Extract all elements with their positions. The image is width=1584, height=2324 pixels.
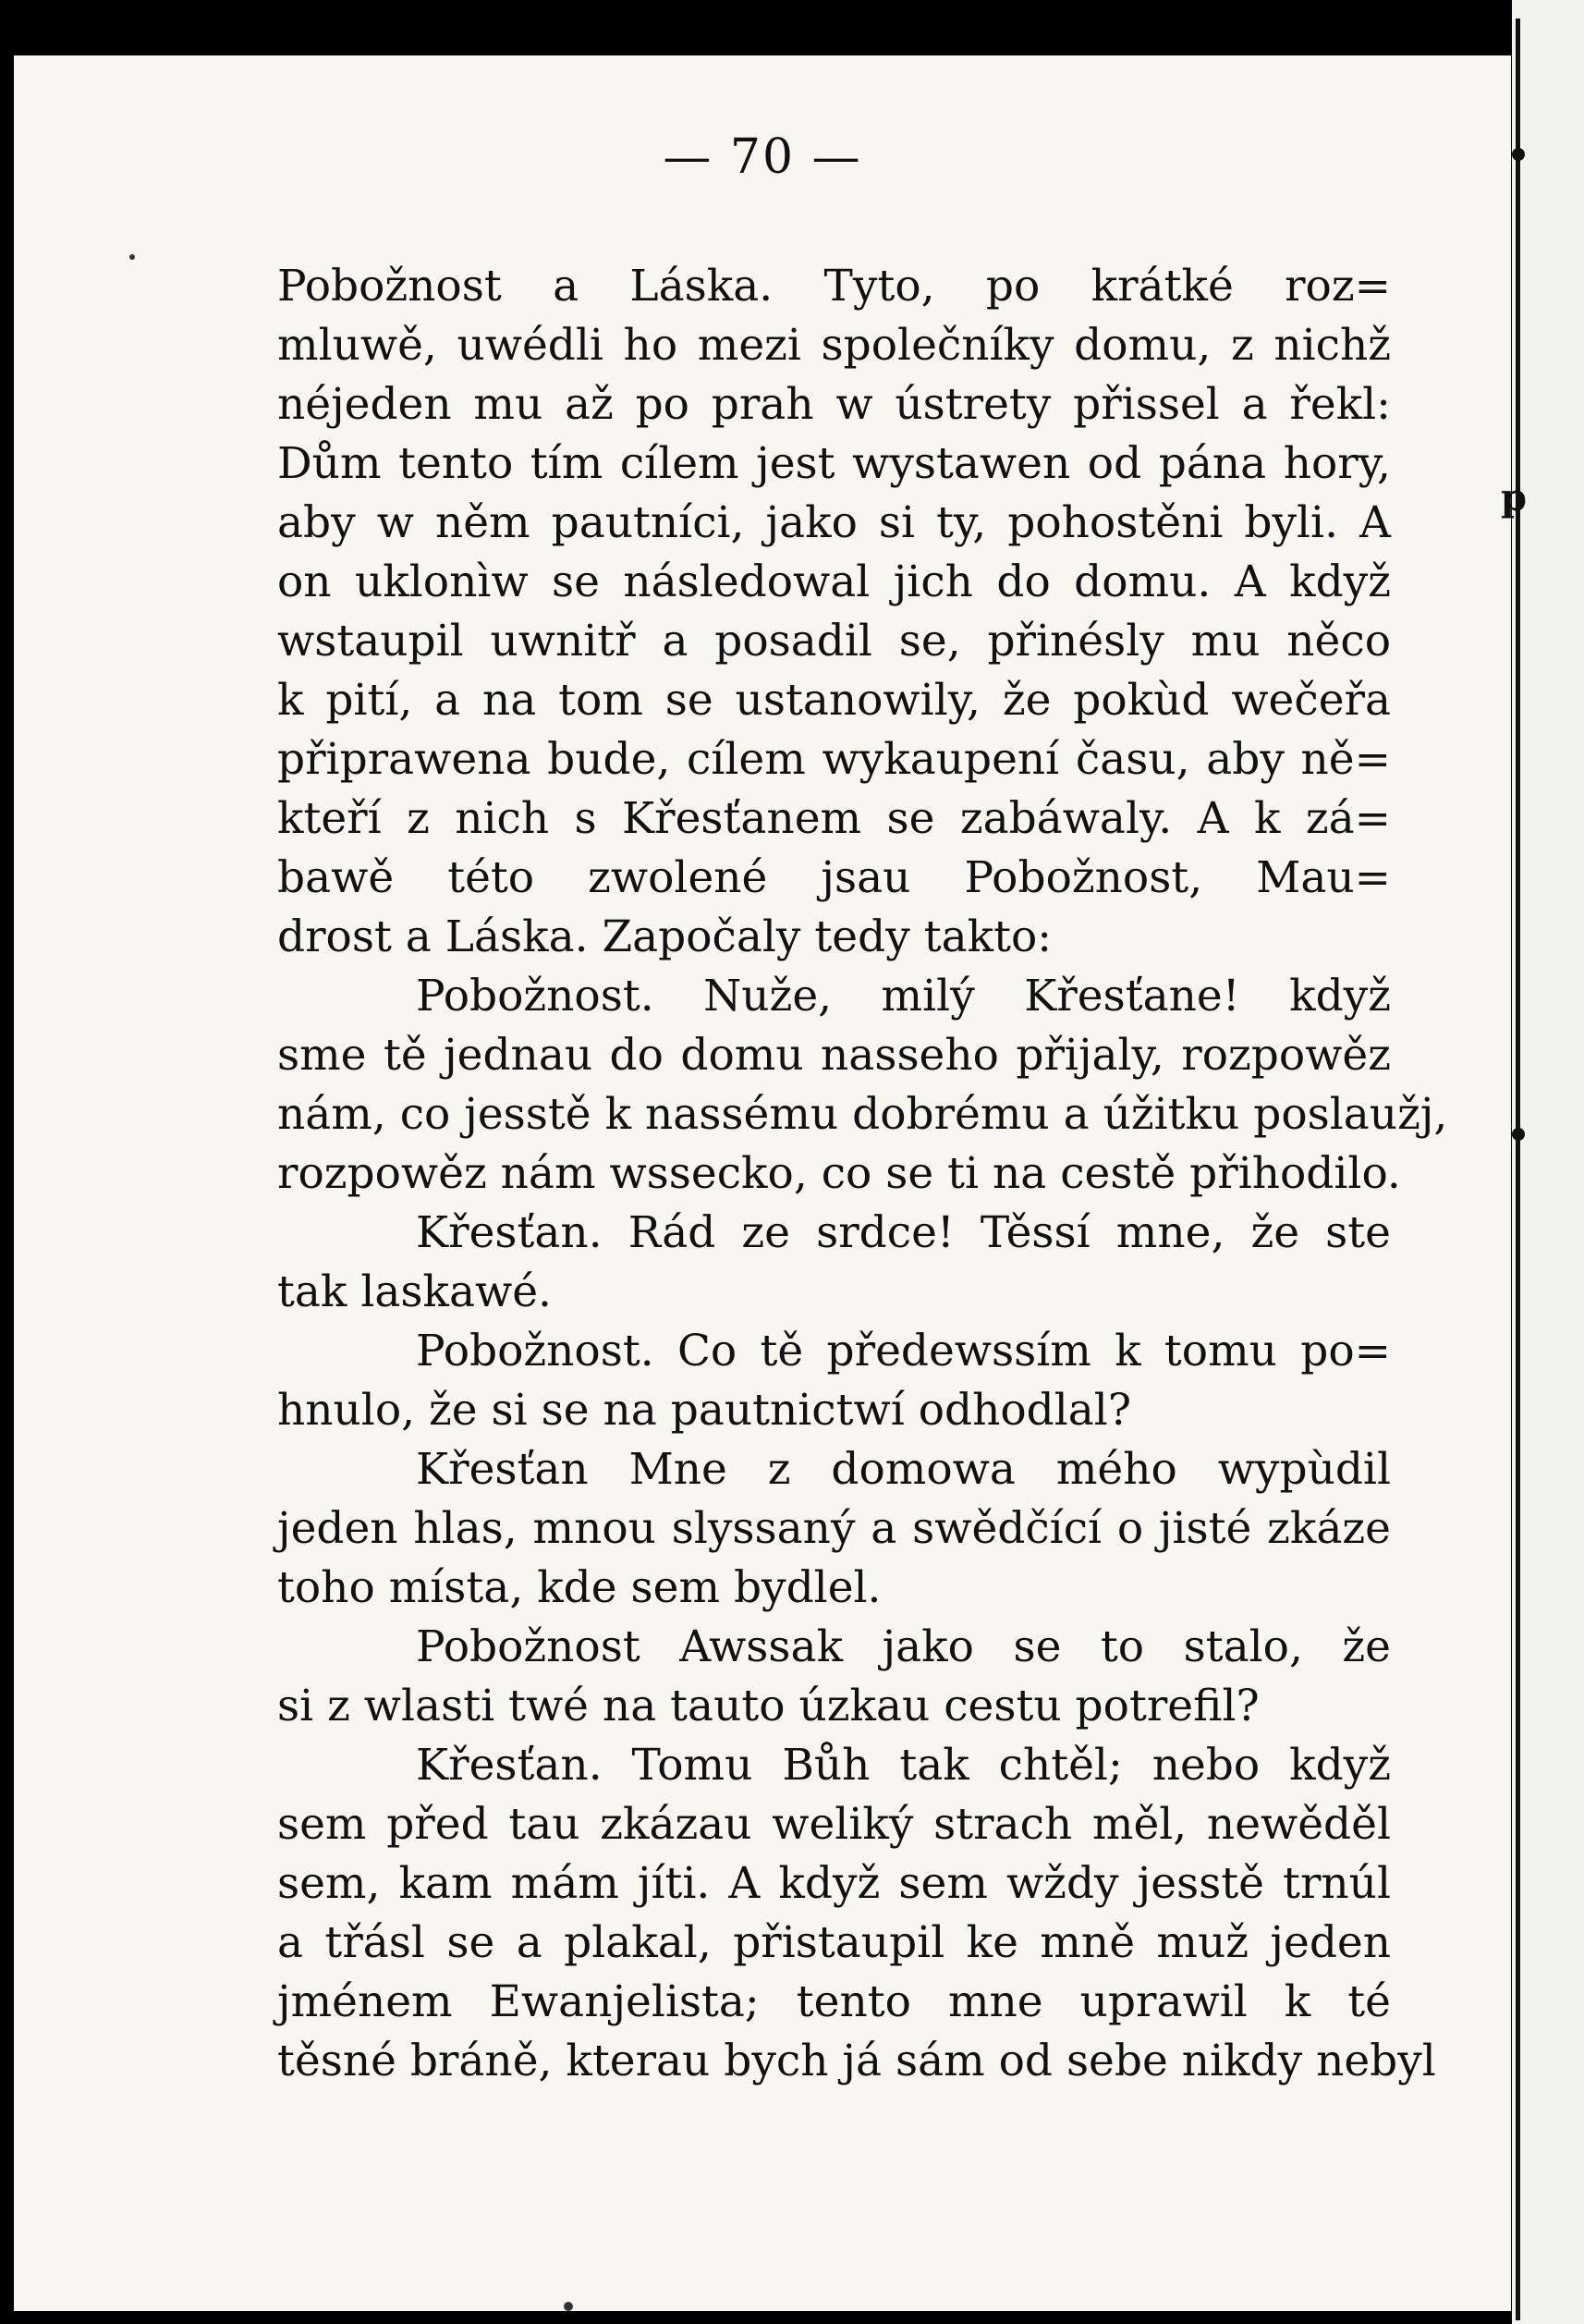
page-speck	[129, 254, 135, 260]
text-line: Křesťan. Tomu Bůh tak chtěl; nebo když	[416, 1740, 1391, 1791]
text-line: tak laskawé.	[277, 1266, 552, 1317]
text-line: rozpowěz nám wssecko, co se ti na cestě přihodilo.	[277, 1148, 1401, 1199]
text-line: néjeden mu až po prah w ústrety přissel a řekl:	[277, 379, 1391, 430]
gutter-mark	[1512, 148, 1525, 161]
text-line: Pobožnost Awssak jako se to stalo, že	[416, 1621, 1391, 1672]
text-line: nám, co jesstě k nassému dobrému a úžitku poslaužj,	[277, 1089, 1448, 1140]
text-line: Dům tento tím cílem jest wystawen od pána hory,	[277, 438, 1391, 489]
text-line: drost a Láska. Započaly tedy takto:	[277, 911, 1053, 962]
text-line: jeden hlas, mnou slyssaný a swědčící o jisté zkáze	[277, 1503, 1391, 1554]
text-line: mluwě, uwédli ho mezi společníky domu, z nichž	[277, 320, 1391, 371]
text-line: Pobožnost a Láska. Tyto, po krátké roz=	[277, 261, 1391, 312]
page-number: — 70 —	[663, 129, 862, 185]
text-line: si z wlasti twé na tauto úzkau cestu potrefil?	[277, 1681, 1260, 1731]
text-line: wstaupil uwnitř a posadil se, přinésly mu něco	[277, 616, 1391, 667]
text-line: a třásl se a plakal, přistaupil ke mně muž jeden	[277, 1917, 1391, 1968]
text-line: kteří z nich s Křesťanem se zabáwaly. A k zá=	[277, 793, 1391, 844]
text-line: Pobožnost. Nuže, milý Křesťane! když	[416, 971, 1391, 1021]
text-line: Křesťan Mne z domowa mého wypùdil	[416, 1444, 1391, 1495]
text-line: jménem Ewanjelista; tento mne uprawil k té	[277, 1976, 1391, 2027]
text-line: bawě této zwolené jsau Pobožnost, Mau=	[277, 852, 1391, 903]
text-line: Křesťan. Rád ze srdce! Těssí mne, že ste	[416, 1207, 1391, 1258]
book-page	[14, 55, 1511, 2311]
text-line: Pobožnost. Co tě předewssím k tomu po=	[416, 1326, 1391, 1376]
gutter-mark	[1512, 1128, 1525, 1141]
text-line: sem před tau zkázau weliký strach měl, newěděl	[277, 1799, 1391, 1850]
text-line: on uklonìw se následowal jich do domu. A když	[277, 557, 1391, 607]
body-text	[277, 257, 1448, 2091]
text-line: hnulo, že si se na pautnictwí odhodlal?	[277, 1385, 1132, 1436]
text-line: aby w něm pautníci, jako si ty, pohostěni byli. A	[277, 497, 1391, 548]
adjacent-page-edge	[1512, 0, 1584, 2324]
text-line: toho místa, kde sem bydlel.	[277, 1562, 882, 1613]
text-line: k pití, a na tom se ustanowily, že pokùd wečeřa	[277, 675, 1391, 726]
page-speck	[564, 2302, 573, 2311]
gutter-glyph: p	[1501, 476, 1527, 520]
text-line: sme tě jednau do domu nasseho přijaly, rozpowěz	[277, 1030, 1391, 1081]
text-line: připrawena bude, cílem wykaupení času, aby ně=	[277, 734, 1391, 785]
text-line: těsné bráně, kterau bych já sám od sebe nikdy nebyl	[277, 2036, 1436, 2086]
page-gutter-rule	[1516, 18, 1520, 2320]
text-line: sem, kam mám jíti. A když sem wždy jesstě trnúl	[277, 1858, 1391, 1909]
